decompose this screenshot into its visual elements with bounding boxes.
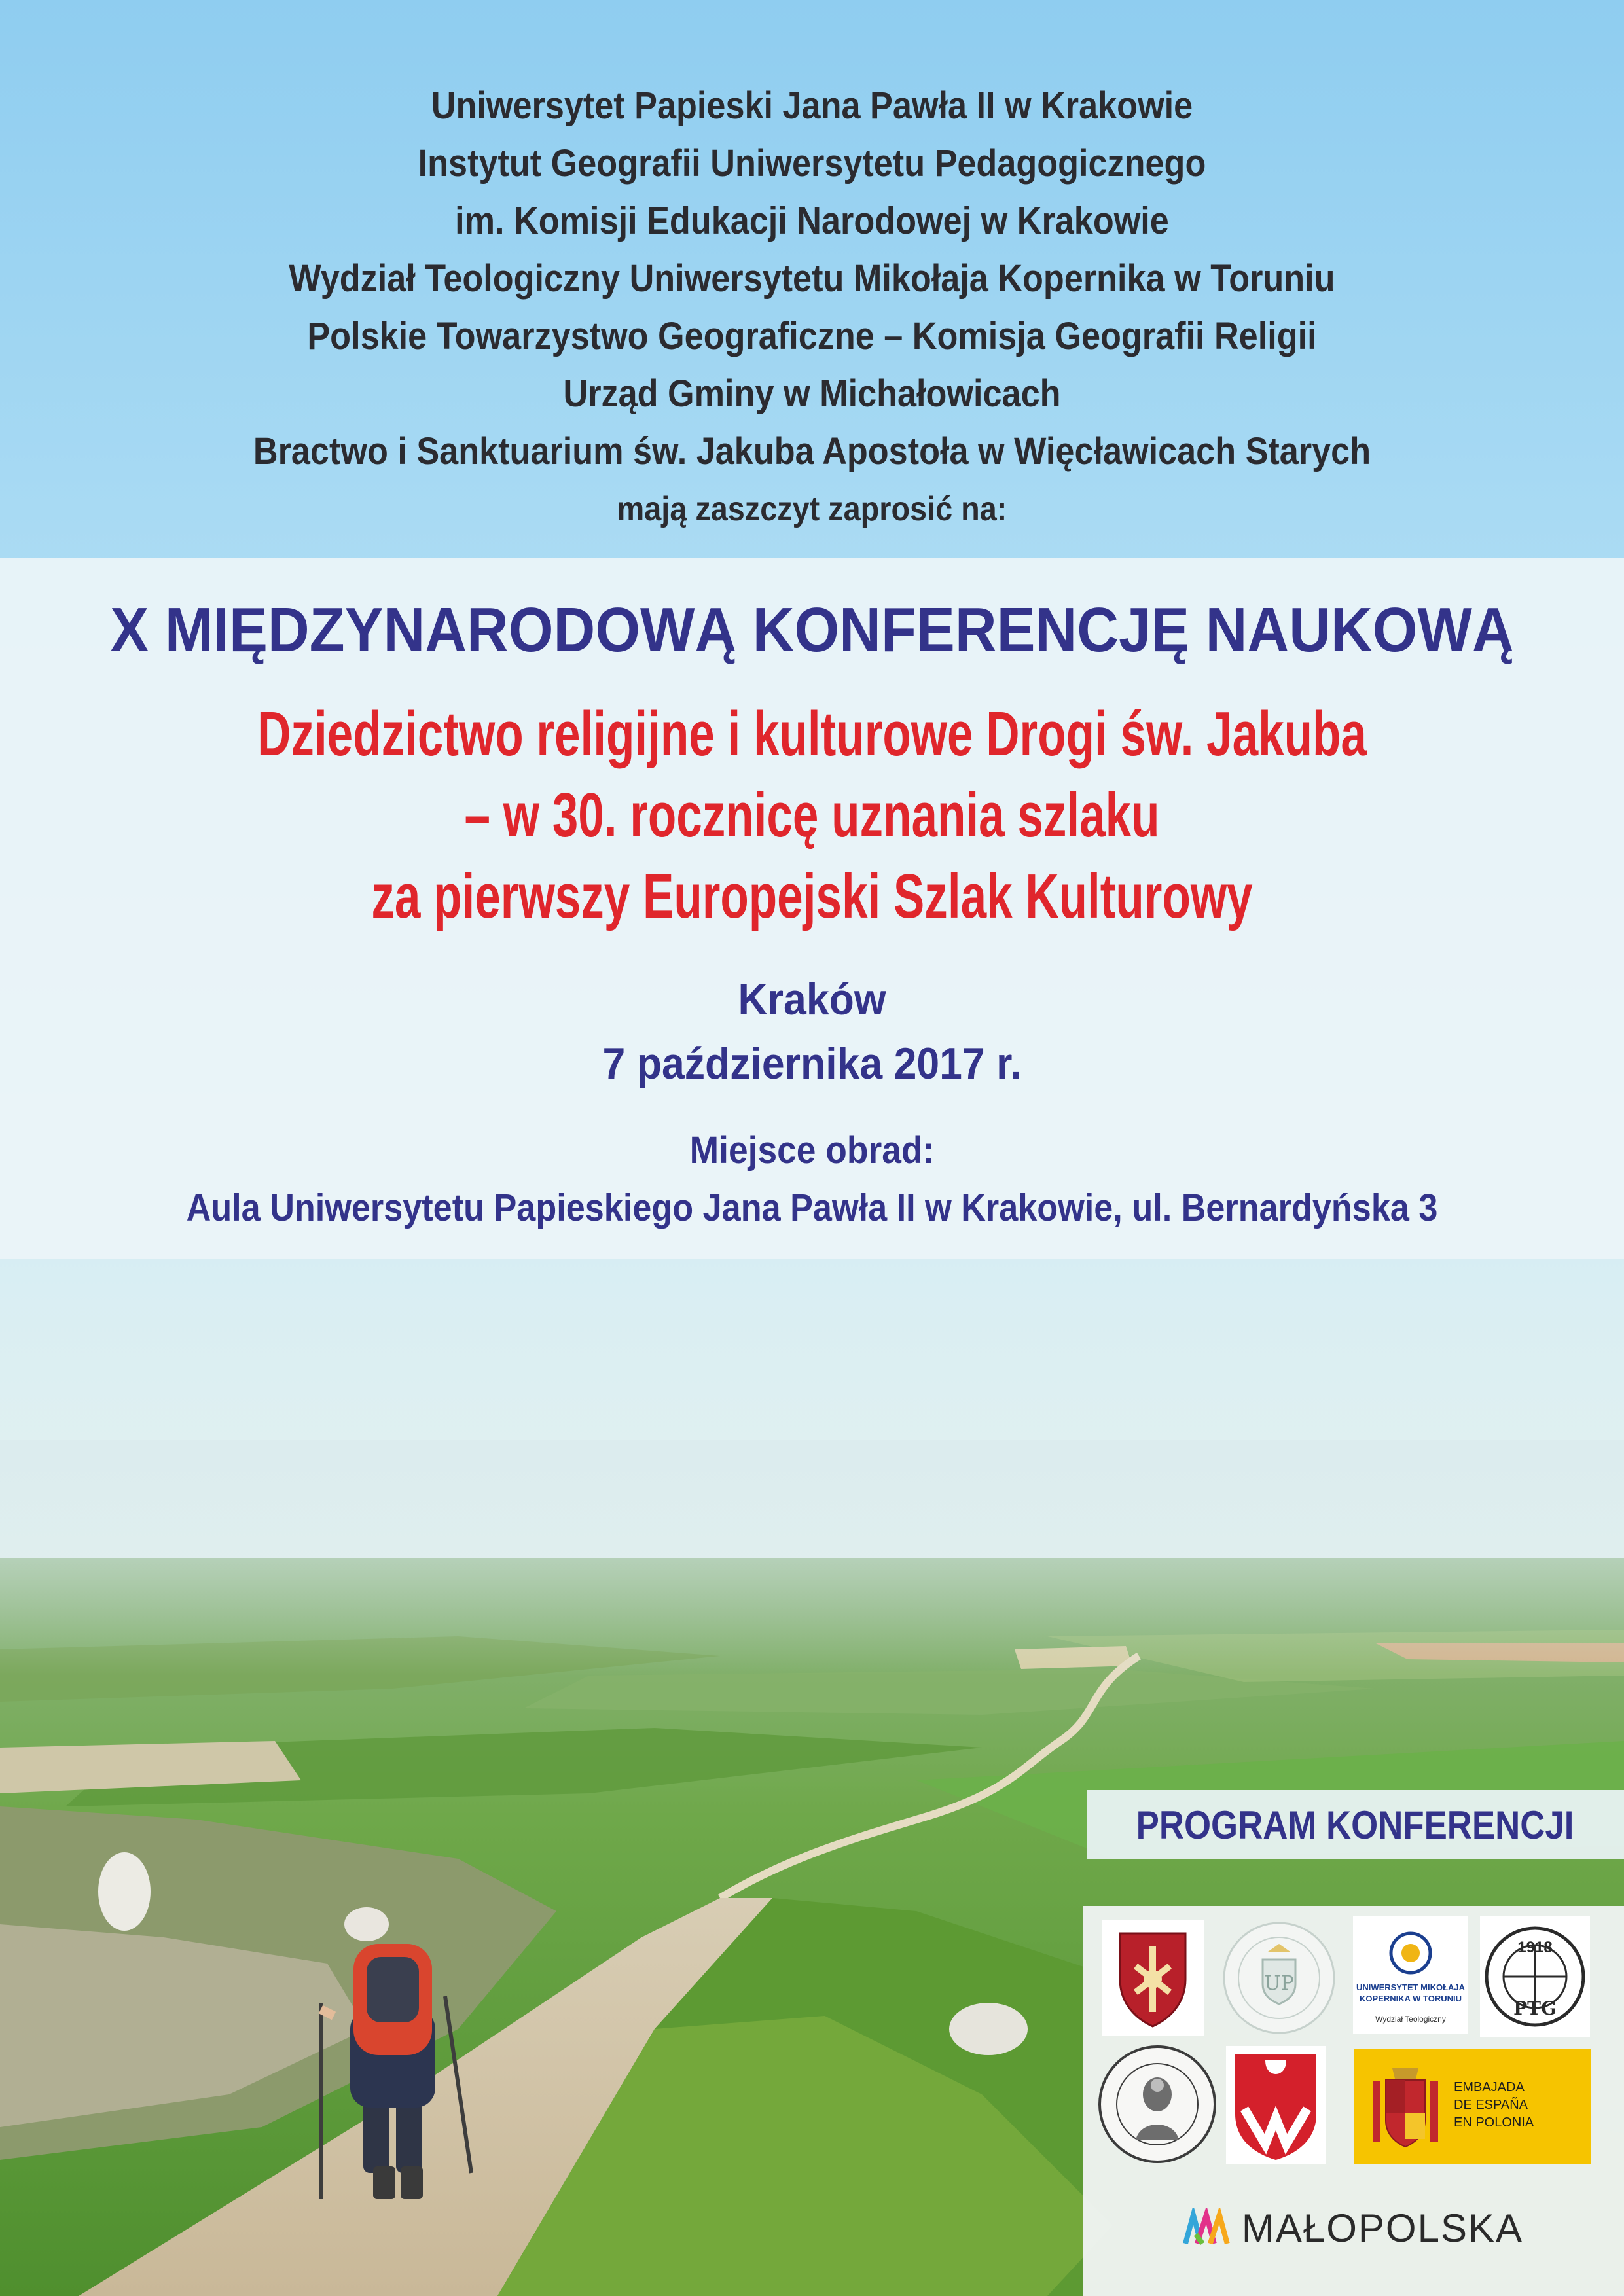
- organizer-line: Instytut Geografii Uniwersytetu Pedagogicznego: [418, 142, 1206, 185]
- bractwo-seal-icon: [1095, 2042, 1219, 2166]
- organizer-line: Polskie Towarzystwo Geograficzne – Komisja Geografii Religii: [307, 315, 1317, 357]
- program-label: PROGRAM KONFERENCJI: [1136, 1803, 1574, 1847]
- conference-city: Kraków: [738, 975, 886, 1024]
- embassy-line: DE ESPAÑA: [1454, 2098, 1528, 2112]
- conference-subtitle: [0, 694, 1624, 937]
- organizer-line: Wydział Teologiczny Uniwersytetu Mikołaja Kopernika w Toruniu: [289, 257, 1335, 300]
- organizer-line: Uniwersytet Papieski Jana Pawła II w Krakowie: [431, 84, 1193, 127]
- malopolska-logo: [1183, 2189, 1523, 2267]
- subtitle-line: – w 30. rocznicę uznania szlaku: [464, 780, 1160, 850]
- umk-faculty: Wydział Teologiczny: [1375, 2015, 1446, 2024]
- michalowice-crest-icon: [1226, 2046, 1326, 2164]
- organizers-list: [0, 77, 1624, 480]
- organizer-line: Bractwo i Sanktuarium św. Jakuba Apostoła w Więcławicach Starych: [253, 430, 1371, 473]
- venue-address: Aula Uniwersytetu Papieskiego Jana Pawła II w Krakowie, ul. Bernardyńska 3: [186, 1187, 1438, 1229]
- malopolska-name: MAŁOPOLSKA: [1241, 2206, 1523, 2250]
- embassy-line: EN POLONIA: [1454, 2115, 1534, 2130]
- embassy-logo: [1354, 2049, 1591, 2164]
- organizer-line: im. Komisji Edukacji Narodowej w Krakowie: [455, 200, 1169, 242]
- svg-text:UP: UP: [1264, 1972, 1294, 1995]
- umk-logo-icon: [1353, 1916, 1468, 2034]
- organizer-line: Urząd Gminy w Michałowicach: [563, 372, 1061, 415]
- embassy-text: [1454, 2079, 1585, 2132]
- venue-label: Miejsce obrad:: [689, 1129, 935, 1172]
- ptg-year: 1918: [1517, 1939, 1553, 1956]
- malopolska-icon: [1183, 2208, 1230, 2248]
- embassy-line: EMBAJADA: [1454, 2080, 1525, 2094]
- spain-coat-of-arms-icon: [1366, 2064, 1445, 2153]
- conference-title: X MIĘDZYNARODOWĄ KONFERENCJĘ NAUKOWĄ: [110, 595, 1514, 665]
- subtitle-line: za pierwszy Europejski Szlak Kulturowy: [371, 861, 1253, 931]
- ptg-text: PTG: [1513, 1998, 1557, 2019]
- papal-crest-icon: [1102, 1920, 1204, 2036]
- program-box: [1087, 1790, 1624, 1859]
- subtitle-line: Dziedzictwo religijne i kulturowe Drogi św. Jakuba: [257, 699, 1367, 769]
- up-seal-icon: [1217, 1919, 1341, 2037]
- sponsor-logos-panel: [1083, 1906, 1624, 2296]
- ptg-logo-icon: [1480, 1916, 1590, 2037]
- conference-date: 7 października 2017 r.: [602, 1039, 1022, 1088]
- umk-name: UNIWERSYTET MIKOŁAJA KOPERNIKA W TORUNIU: [1356, 1982, 1466, 2003]
- invitation-text: mają zaszczyt zaprosić na:: [617, 490, 1007, 528]
